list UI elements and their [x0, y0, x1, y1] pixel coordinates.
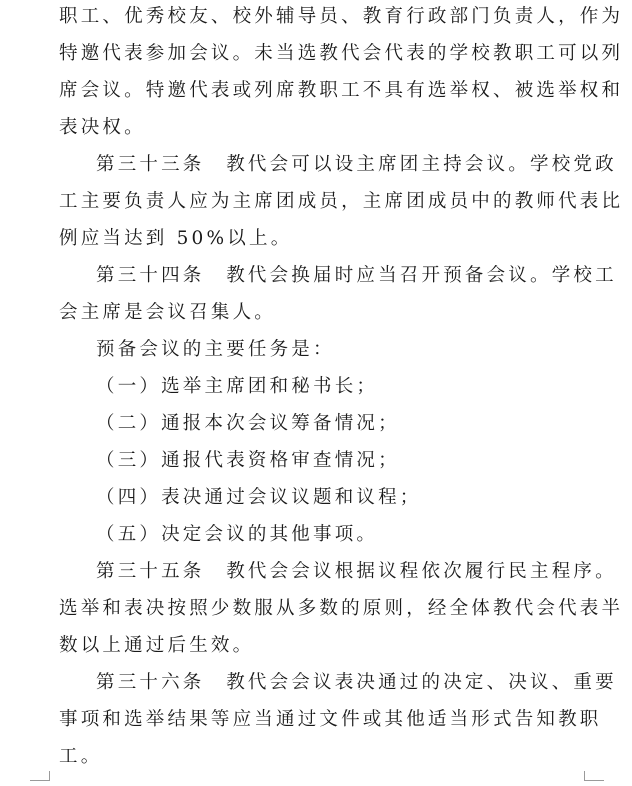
article-35-heading-line: 第三十五条 教代会会议根据议程依次履行民主程序。 — [96, 561, 617, 582]
text-line: 会主席是会议召集人。 — [59, 302, 277, 323]
text-line: 事项和选举结果等应当通过文件或其他适当形式告知教职 — [59, 709, 602, 730]
text-line: 职工、优秀校友、校外辅导员、教育行政部门负责人，作为 — [59, 6, 624, 27]
list-item: （三）通报代表资格审查情况； — [96, 450, 400, 471]
text-line: 数以上通过后生效。 — [59, 635, 255, 656]
text-line: 特邀代表参加会议。未当选教代会代表的学校教职工可以列 — [59, 43, 624, 64]
text-line: 预备会议的主要任务是： — [96, 339, 335, 360]
article-36-heading-line: 第三十六条 教代会会议表决通过的决定、决议、重要 — [96, 672, 617, 693]
page-corner-mark-right — [584, 780, 604, 781]
page-corner-mark-left — [30, 780, 50, 781]
text-line: 工。 — [59, 746, 103, 767]
page-corner-tick-right — [584, 771, 585, 781]
text-line: 表决权。 — [59, 117, 146, 138]
article-34-heading-line: 第三十四条 教代会换届时应当召开预备会议。学校工 — [96, 265, 617, 286]
list-item: （五）决定会议的其他事项。 — [96, 524, 379, 545]
list-item: （二）通报本次会议筹备情况； — [96, 413, 400, 434]
text-line: 席会议。特邀代表或列席教职工不具有选举权、被选举权和 — [59, 80, 624, 101]
list-item: （四）表决通过会议议题和议程； — [96, 487, 422, 508]
text-line: 例应当达到 50%以上。 — [59, 228, 293, 249]
text-line: 工主要负责人应为主席团成员，主席团成员中的教师代表比 — [59, 191, 624, 212]
article-33-heading-line: 第三十三条 教代会可以设主席团主持会议。学校党政 — [96, 154, 617, 175]
list-item: （一）选举主席团和秘书长； — [96, 376, 379, 397]
page-corner-tick-left — [49, 771, 50, 781]
text-line: 选举和表决按照少数服从多数的原则，经全体教代会代表半 — [59, 598, 624, 619]
